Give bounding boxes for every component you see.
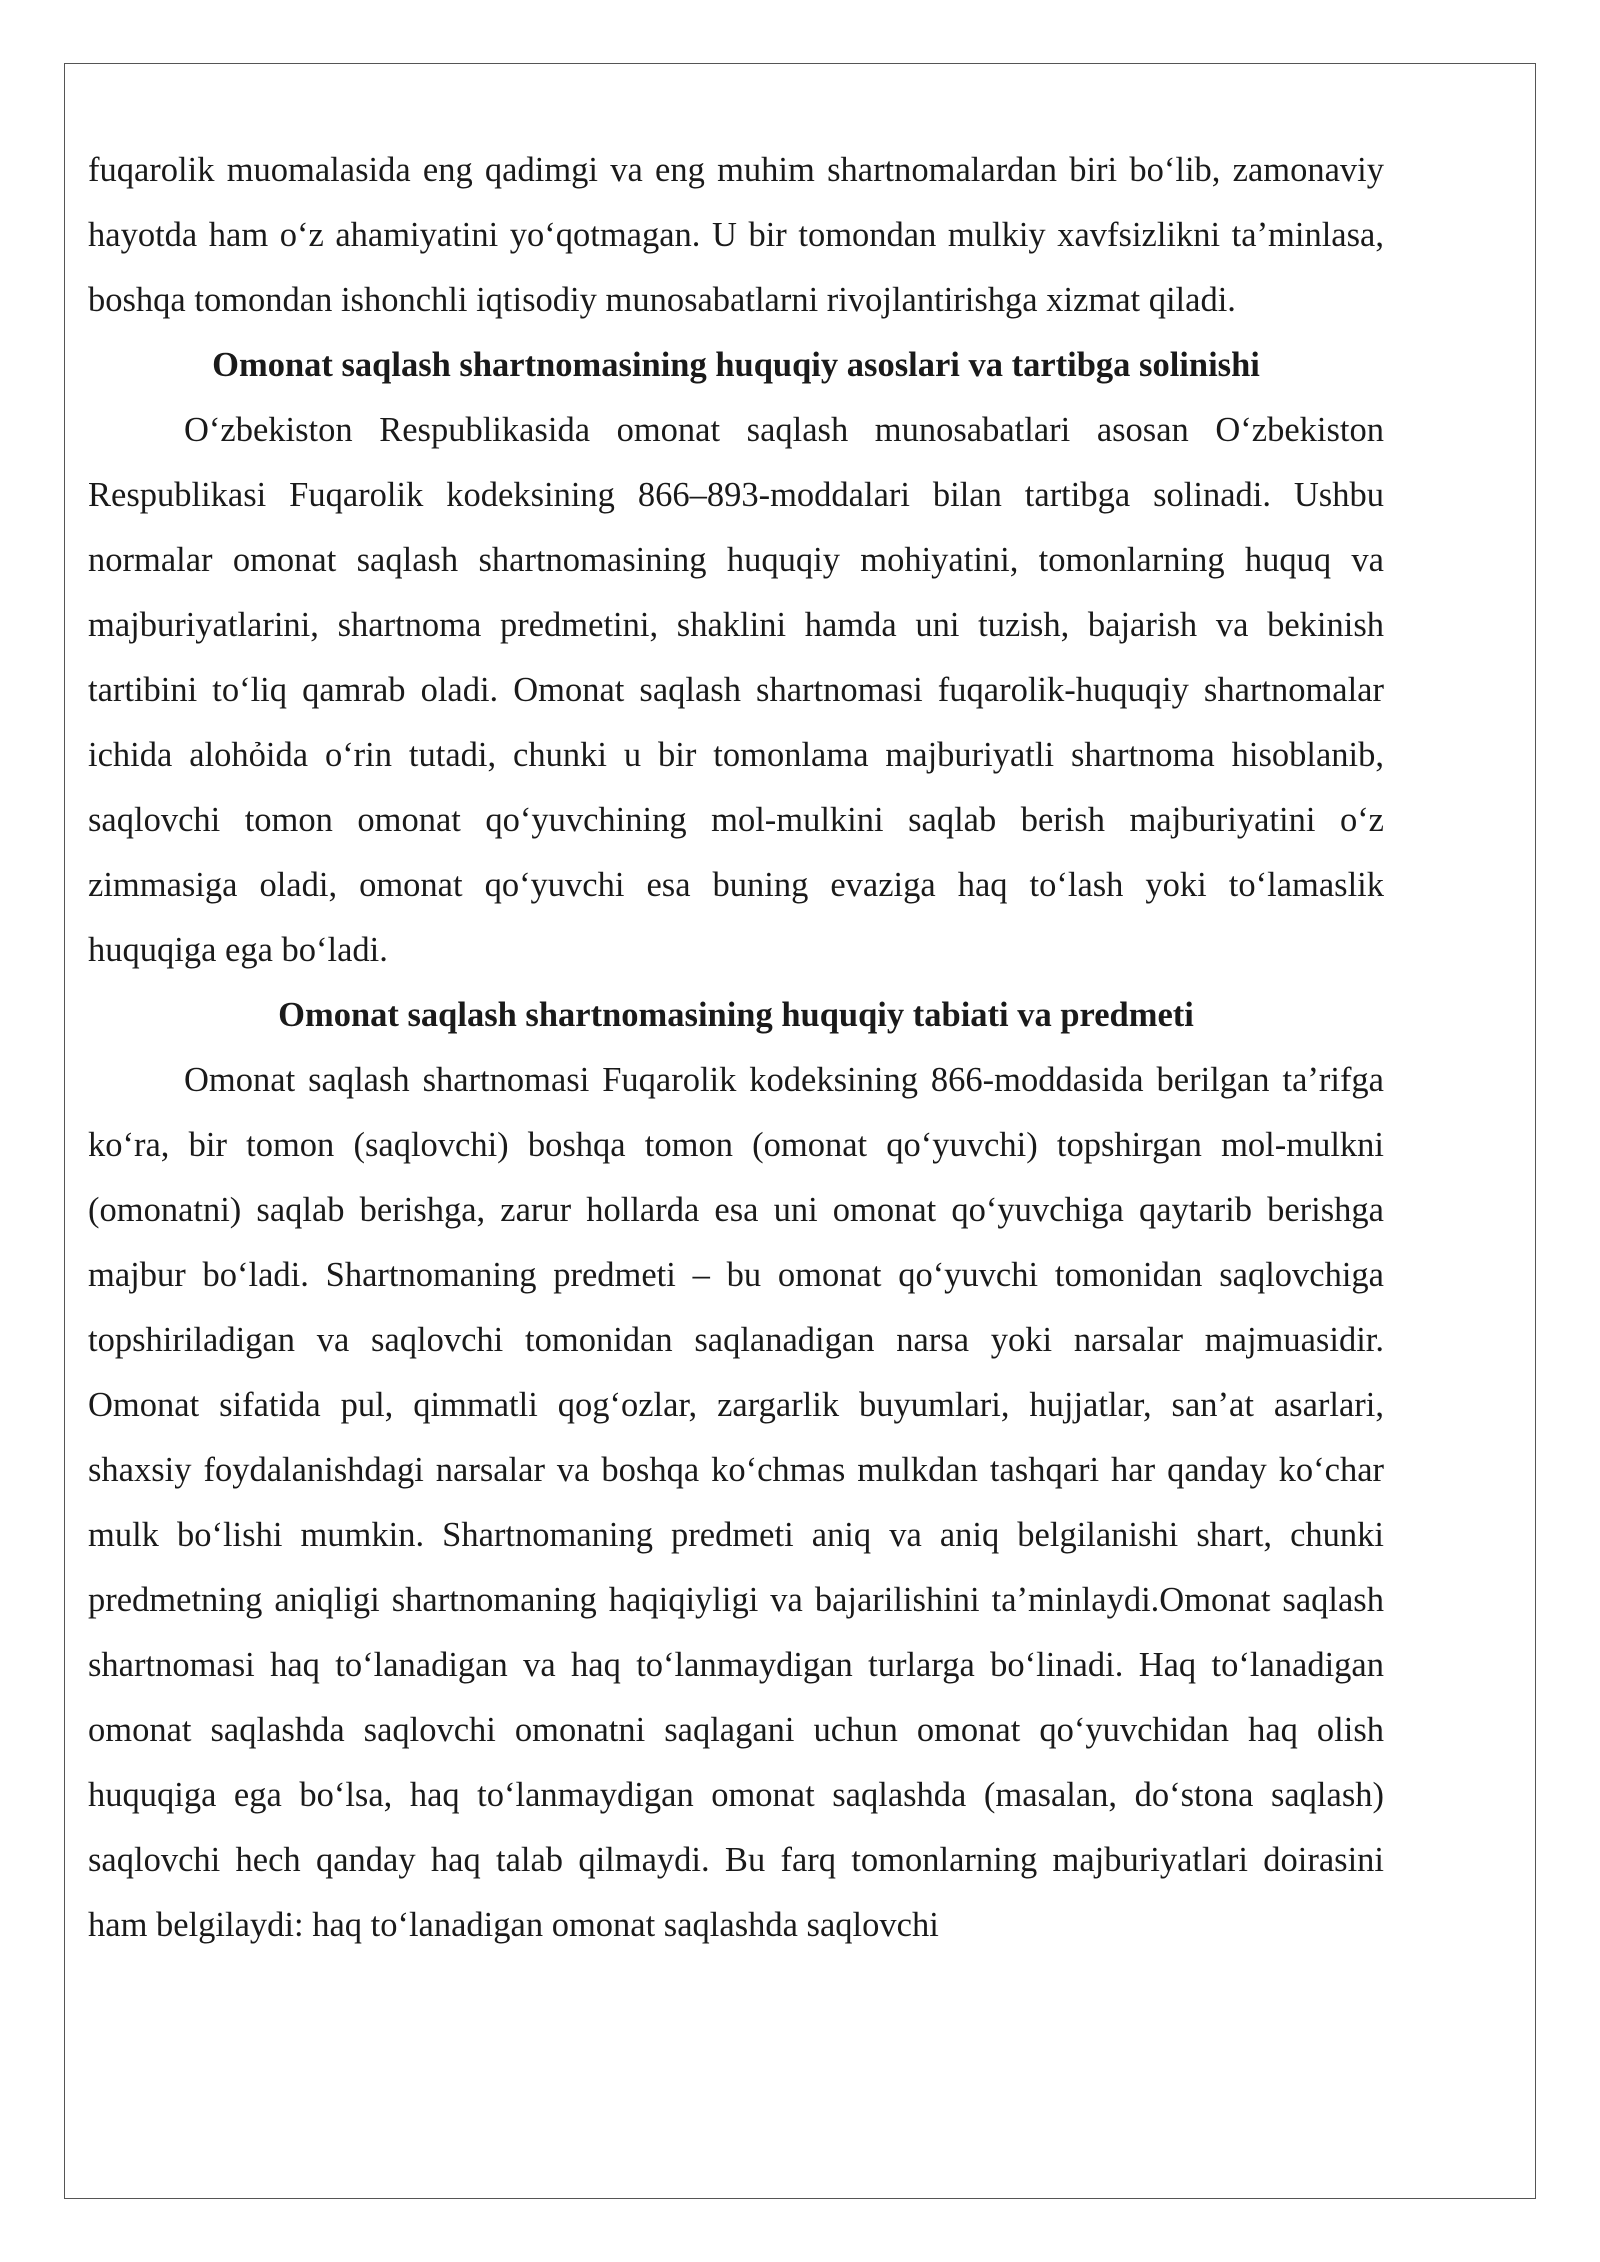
- section-heading-legal-basis: Omonat saqlash shartnomasining huquqiy asoslari va tartibga solinishi: [212, 346, 1260, 384]
- paragraph-legal-nature: Omonat saqlash shartnomasi Fuqarolik kodeksining 866-moddasida berilgan taʼrifga koʻra, bir tomon (saqlovchi) boshqa tomon (omonat qoʻyuvchi) topshirgan mol-mulkni (omonatni) saqlab berishga, zarur hollarda esa uni omonat qoʻyuvchiga qaytarib berishga majbur boʻladi. Shartnomaning predmeti – bu omonat qoʻyuvchi tomonidan saqlovchiga topshiriladigan va saqlovchi tomonidan saqlanadigan narsa yoki narsalar majmuasidir. Omonat sifatida pul, qimmatli qogʻozlar, zargarlik buyumlari, hujjatlar, sanʼat asarlari, shaxsiy foydalanishdagi narsalar va boshqa koʻchmas mulkdan tashqari har qanday koʻchar mulk boʻlishi mumkin. Shartnomaning predmeti aniq va aniq belgilanishi shart, chunki predmetning aniqligi shartnomaning haqiqiyligi va bajarilishini taʼminlaydi.Omonat saqlash shartnomasi haq toʻlanadigan va haq toʻlanmaydigan turlarga boʻlinadi. Haq toʻlanadigan omonat saqlashda saqlovchi omonatni saqlagani uchun omonat qoʻyuvchidan haq olish huquqiga ega boʻlsa, haq toʻlanmaydigan omonat saqlashda (masalan, doʻstona saqlash) saqlovchi hech qanday haq talab qilmaydi. Bu farq tomonlarning majburiyatlari doirasini ham belgilaydi: haq toʻlanadigan omonat saqlashda saqlovchi: [88, 1061, 1384, 1944]
- paragraph-continued: fuqarolik muomalasida eng qadimgi va eng muhim shartnomalardan biri boʻlib, zamonaviy hayotda ham oʻz ahamiyatini yoʻqotmagan. U bir tomondan mulkiy xavfsizlikni taʼminlasa, boshqa tomondan ishonchli iqtisodiy munosabatlarni rivojlantirishga xizmat qiladi.: [88, 151, 1384, 319]
- document-body: [88, 138, 1384, 1958]
- section-heading-legal-nature: Omonat saqlash shartnomasining huquqiy tabiati va predmeti: [278, 996, 1194, 1034]
- paragraph-legal-basis: Oʻzbekiston Respublikasida omonat saqlash munosabatlari asosan Oʻzbekiston Respublikasi Fuqarolik kodeksining 866–893-moddalari bilan tartibga solinadi. Ushbu normalar omonat saqlash shartnomasining huquqiy mohiyatini, tomonlarning huquq va majburiyatlarini, shartnoma predmetini, shaklini hamda uni tuzish, bajarish va bekinish tartibini toʻliq qamrab oladi. Omonat saqlash shartnomasi fuqarolik-huquqiy shartnomalar ichida alohỏida oʻrin tutadi, chunki u bir tomonlama majburiyatli shartnoma hisoblanib, saqlovchi tomon omonat qoʻyuvchining mol-mulkini saqlab berish majburiyatini oʻz zimmasiga oladi, omonat qoʻyuvchi esa buning evaziga haq toʻlash yoki toʻlamaslik huquqiga ega boʻladi.: [88, 411, 1384, 969]
